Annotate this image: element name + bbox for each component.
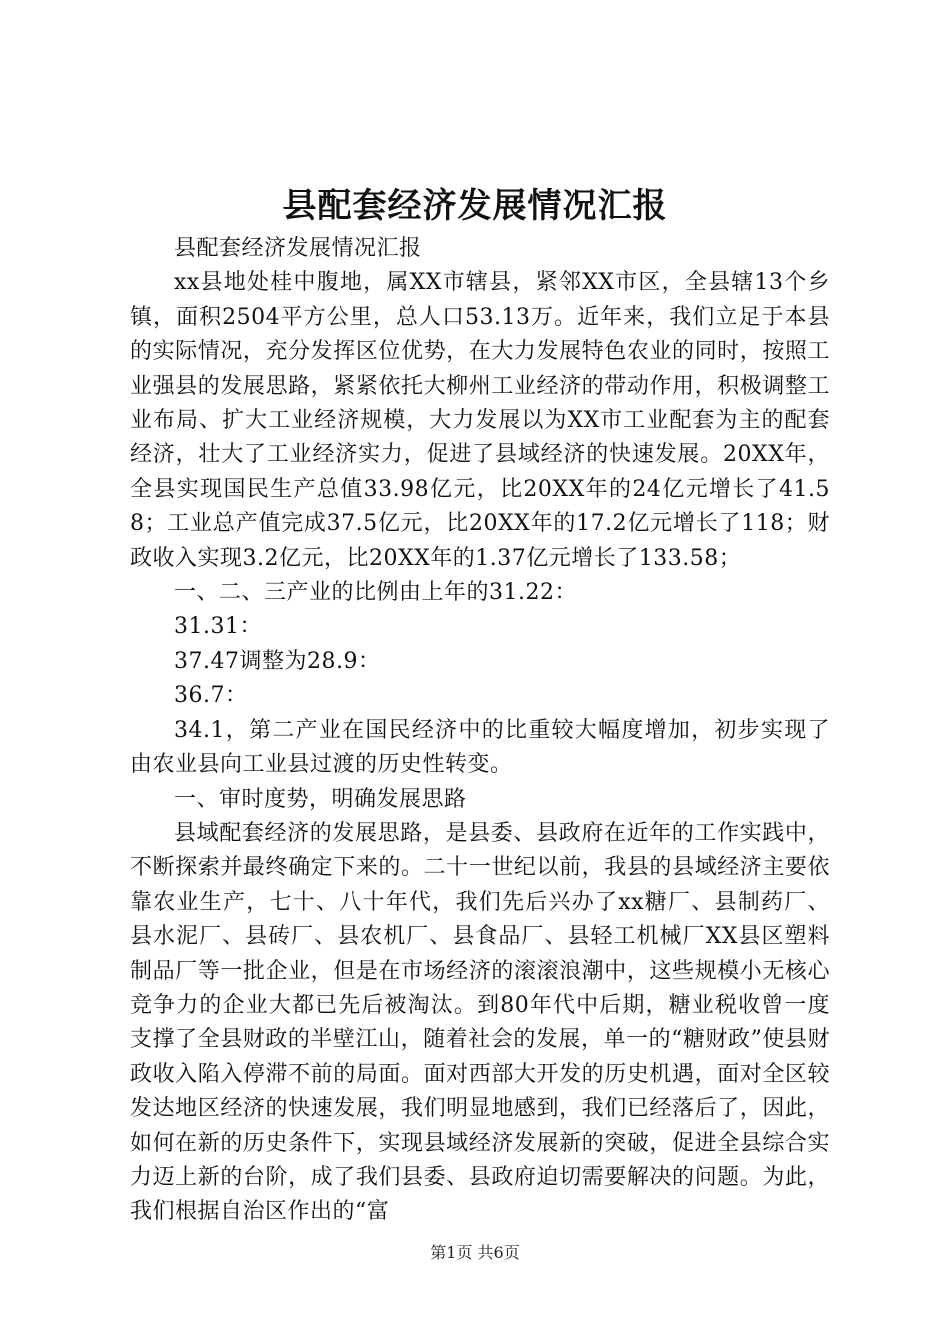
section-heading: 一、审时度势，明确发展思路 (174, 786, 467, 812)
document-body (130, 232, 830, 1230)
body-paragraph: 一、二、三产业的比例由上年的31.22： (174, 580, 577, 606)
body-paragraph: xx县地处桂中腹地，属XX市辖县，紧邻XX市区，全县辖13个乡镇，面积2504平方公里，总人口53.13万。近年来，我们立足于本县的实际情况，充分发挥区位优势，在大力发展特色农业的同时，按照工业强县的发展思路，紧紧依托大柳州工业经济的带动作用，积极调整工业布局、扩大工业经济规模，大力发展以为XX市工业配套为主的配套经济，壮大了工业经济实力，促进了县域经济的快速发展。20XX年，全县实现国民生产总值33.98亿元，比20XX年的24亿元增长了41.58；工业总产值完成37.5亿元，比20XX年的17.2亿元增长了118；财政收入实现3.2亿元，比20XX年的1.37亿元增长了133.58； (130, 270, 830, 571)
body-paragraph: 36.7： (174, 683, 248, 709)
page-footer: 第1页 共6页 (430, 1243, 520, 1262)
body-paragraph: 34.1，第二产业在国民经济中的比重较大幅度增加，初步实现了由农业县向工业县过渡的历史性转变。 (130, 717, 830, 778)
body-paragraph: 31.31： (174, 614, 262, 640)
body-paragraph: 县域配套经济的发展思路，是县委、县政府在近年的工作实践中，不断探索并最终确定下来的。二十一世纪以前，我县的县域经济主要依靠农业生产，七十、八十年代，我们先后兴办了xx糖厂、县制药厂、县水泥厂、县砖厂、县农机厂、县食品厂、县轻工机械厂XX县区塑料制品厂等一批企业，但是在市场经济的滚滚浪潮中，这些规模小无核心竞争力的企业大都已先后被淘汰。到80年代中后期，糖业税收曾一度支撑了全县财政的半壁江山，随着社会的发展，单一的“糖财政”使县财政收入陷入停滞不前的局面。面对西部大开发的历史机遇，面对全区较发达地区经济的快速发展，我们明显地感到，我们已经落后了，因此，如何在新的历史条件下，实现县域经济发展新的突破，促进全县综合实力迈上新的台阶，成了我们县委、县政府迫切需要解决的问题。为此，我们根据自治区作出的“富 (130, 820, 830, 1225)
document-title: 县配套经济发展情况汇报 (282, 186, 668, 226)
body-paragraph: 县配套经济发展情况汇报 (174, 236, 422, 261)
body-paragraph: 37.47调整为28.9： (174, 648, 381, 674)
